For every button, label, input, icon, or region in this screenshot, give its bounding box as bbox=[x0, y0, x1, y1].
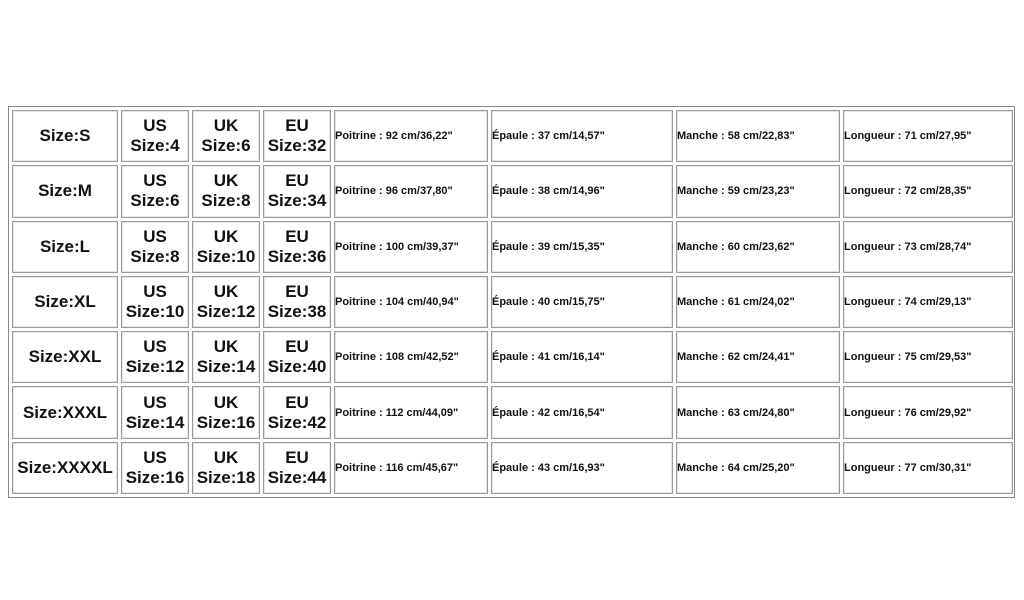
longueur-measure: Longueur : 71 cm/27,95" bbox=[843, 110, 1013, 162]
uk-size bbox=[192, 276, 260, 328]
eu-label: EU bbox=[285, 392, 309, 412]
eu-label: EU bbox=[285, 447, 309, 467]
eu-size bbox=[263, 165, 331, 217]
eu-value: Size:44 bbox=[267, 467, 327, 487]
eu-size bbox=[263, 221, 331, 273]
manche-measure: Manche : 60 cm/23,62" bbox=[676, 221, 840, 273]
table-row bbox=[12, 110, 1013, 162]
size-label: Size:XXXXL bbox=[12, 442, 118, 494]
size-table bbox=[9, 107, 1016, 497]
us-label: US bbox=[143, 337, 167, 357]
uk-size bbox=[192, 165, 260, 217]
eu-size bbox=[263, 386, 331, 438]
longueur-measure: Longueur : 74 cm/29,13" bbox=[843, 276, 1013, 328]
eu-value: Size:38 bbox=[267, 301, 327, 321]
eu-size bbox=[263, 110, 331, 162]
eu-size bbox=[263, 331, 331, 383]
us-size bbox=[121, 221, 189, 273]
manche-measure: Manche : 64 cm/25,20" bbox=[676, 442, 840, 494]
us-label: US bbox=[143, 171, 167, 191]
epaule-measure: Épaule : 40 cm/15,75" bbox=[491, 276, 673, 328]
us-value: Size:8 bbox=[130, 246, 180, 266]
manche-measure: Manche : 58 cm/22,83" bbox=[676, 110, 840, 162]
uk-label: UK bbox=[213, 392, 239, 412]
uk-label: UK bbox=[213, 447, 239, 467]
eu-label: EU bbox=[285, 337, 309, 357]
manche-measure: Manche : 61 cm/24,02" bbox=[676, 276, 840, 328]
eu-size bbox=[263, 276, 331, 328]
eu-value: Size:42 bbox=[267, 412, 327, 432]
manche-measure: Manche : 63 cm/24,80" bbox=[676, 386, 840, 438]
eu-value: Size:36 bbox=[267, 246, 327, 266]
size-label: Size:L bbox=[12, 221, 118, 273]
poitrine-measure: Poitrine : 96 cm/37,80" bbox=[334, 165, 488, 217]
size-label: Size:XL bbox=[12, 276, 118, 328]
uk-value: Size:14 bbox=[196, 357, 256, 377]
us-label: US bbox=[143, 281, 167, 301]
poitrine-measure: Poitrine : 92 cm/36,22" bbox=[334, 110, 488, 162]
uk-size bbox=[192, 442, 260, 494]
us-size bbox=[121, 276, 189, 328]
table-row bbox=[12, 442, 1013, 494]
us-value: Size:6 bbox=[130, 191, 180, 211]
eu-size bbox=[263, 442, 331, 494]
uk-label: UK bbox=[213, 281, 239, 301]
epaule-measure: Épaule : 37 cm/14,57" bbox=[491, 110, 673, 162]
us-value: Size:10 bbox=[125, 301, 185, 321]
uk-size bbox=[192, 221, 260, 273]
poitrine-measure: Poitrine : 100 cm/39,37" bbox=[334, 221, 488, 273]
manche-measure: Manche : 62 cm/24,41" bbox=[676, 331, 840, 383]
uk-value: Size:16 bbox=[196, 412, 256, 432]
size-label: Size:S bbox=[12, 110, 118, 162]
eu-label: EU bbox=[285, 226, 309, 246]
us-value: Size:16 bbox=[125, 467, 185, 487]
us-size bbox=[121, 165, 189, 217]
table-row bbox=[12, 331, 1013, 383]
eu-value: Size:40 bbox=[267, 357, 327, 377]
us-size bbox=[121, 331, 189, 383]
us-value: Size:4 bbox=[130, 136, 180, 156]
uk-value: Size:12 bbox=[196, 301, 256, 321]
epaule-measure: Épaule : 41 cm/16,14" bbox=[491, 331, 673, 383]
us-value: Size:14 bbox=[125, 412, 185, 432]
longueur-measure: Longueur : 76 cm/29,92" bbox=[843, 386, 1013, 438]
table-row bbox=[12, 165, 1013, 217]
poitrine-measure: Poitrine : 108 cm/42,52" bbox=[334, 331, 488, 383]
uk-value: Size:8 bbox=[201, 191, 251, 211]
us-size bbox=[121, 110, 189, 162]
size-chart bbox=[8, 106, 1015, 498]
uk-label: UK bbox=[213, 337, 239, 357]
uk-size bbox=[192, 331, 260, 383]
manche-measure: Manche : 59 cm/23,23" bbox=[676, 165, 840, 217]
uk-value: Size:10 bbox=[196, 246, 256, 266]
uk-size bbox=[192, 110, 260, 162]
uk-label: UK bbox=[213, 116, 239, 136]
eu-value: Size:34 bbox=[267, 191, 327, 211]
eu-label: EU bbox=[285, 116, 309, 136]
poitrine-measure: Poitrine : 112 cm/44,09" bbox=[334, 386, 488, 438]
us-label: US bbox=[143, 226, 167, 246]
size-label: Size:XXL bbox=[12, 331, 118, 383]
us-size bbox=[121, 386, 189, 438]
epaule-measure: Épaule : 43 cm/16,93" bbox=[491, 442, 673, 494]
poitrine-measure: Poitrine : 104 cm/40,94" bbox=[334, 276, 488, 328]
eu-value: Size:32 bbox=[267, 136, 327, 156]
table-row bbox=[12, 276, 1013, 328]
uk-value: Size:18 bbox=[196, 467, 256, 487]
uk-size bbox=[192, 386, 260, 438]
us-value: Size:12 bbox=[125, 357, 185, 377]
longueur-measure: Longueur : 77 cm/30,31" bbox=[843, 442, 1013, 494]
us-label: US bbox=[143, 116, 167, 136]
us-label: US bbox=[143, 447, 167, 467]
epaule-measure: Épaule : 42 cm/16,54" bbox=[491, 386, 673, 438]
longueur-measure: Longueur : 73 cm/28,74" bbox=[843, 221, 1013, 273]
poitrine-measure: Poitrine : 116 cm/45,67" bbox=[334, 442, 488, 494]
eu-label: EU bbox=[285, 281, 309, 301]
us-label: US bbox=[143, 392, 167, 412]
size-label: Size:M bbox=[12, 165, 118, 217]
table-row bbox=[12, 386, 1013, 438]
uk-label: UK bbox=[213, 171, 239, 191]
epaule-measure: Épaule : 39 cm/15,35" bbox=[491, 221, 673, 273]
longueur-measure: Longueur : 75 cm/29,53" bbox=[843, 331, 1013, 383]
uk-label: UK bbox=[213, 226, 239, 246]
uk-value: Size:6 bbox=[201, 136, 251, 156]
eu-label: EU bbox=[285, 171, 309, 191]
size-label: Size:XXXL bbox=[12, 386, 118, 438]
us-size bbox=[121, 442, 189, 494]
epaule-measure: Épaule : 38 cm/14,96" bbox=[491, 165, 673, 217]
table-row bbox=[12, 221, 1013, 273]
longueur-measure: Longueur : 72 cm/28,35" bbox=[843, 165, 1013, 217]
